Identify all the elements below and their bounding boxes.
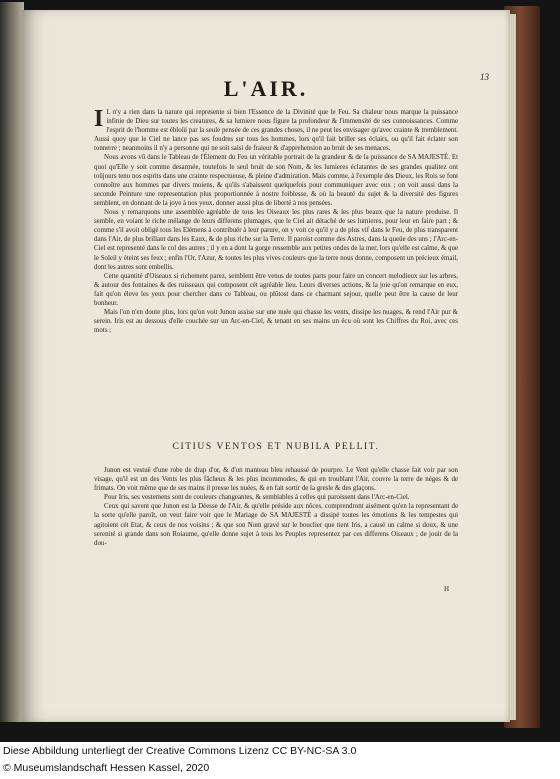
body-text-lower	[94, 466, 458, 548]
first-paragraph	[94, 108, 458, 153]
paragraph: Nous avons vû dans le Tableau de l'Élement du Feu un véritable portrait de la grandeur & de la puissance de SA MAJESTÉ. Et quoi qu'Elle y soit comme desarmée, toutefois le seul bruit de son Nom, & les lumieres éclatantes de ses grandes qualitez ont toûjours tenu nos esprits dans une crainte respectueuse, & pleine d'admiration. Mais comme, à l'exemple des Dieux, les Rois se font connoître aux hommes par divers moiens, & qu'ils s'abaissent quelquefois pour communiquer avec eux ; on voit aussi dans la seconde Peinture une representation plus proportionnée à nostre foiblesse, & où la beauté du sujet & la diversité des figures semblent, en donnant de la joye à nos yeux, donner aussi plus de liberté à nos pensées.	[94, 154, 458, 207]
paragraph: Mais l'on n'en doute plus, lors qu'on voit Junon assise sur une nuée qui chasse les vents, dissipe les nuages, & rend l'Air pur & serein. Iris est au dessous d'elle couchée sur un Arc-en-Ciel, & tenant en ses mains un écu où sont les Chiffres du Roi, avec ces mots ;	[94, 309, 458, 335]
body-text-upper	[94, 108, 458, 335]
facing-page-edge	[0, 2, 24, 722]
first-paragraph-text: L n'y a rien dans la nature qui represente si bien l'Essence de la Divinité que le Feu. Sa chaleur nous marque la puissance infinie de Dieu sur toutes les creatures, & sa lumiere nous figure la profondeur & l'immensité de ses connoissances. Comme l'esprit de l'homme est ébloüi par la seule pensée de ces grandes choses, il ne peut les envisager qu'avec crainte & tremblement. Aussi quoy que le Ciel ne lance pas ses foudres sur tous les hommes, lors qu'il fait briller ses éclairs, ou qu'il fait éclater son tonnerre ; neanmoins il n'y a personne qui ne soit saisi de fraieur & d'apprehension au bruit de ses menaces.	[94, 109, 458, 153]
paragraph: Ceux qui savent que Junon est la Déesse de l'Air, & qu'elle préside aux nôces, comprendront aisément qu'en la representant de la sorte qu'elle paroît, on veut faire voir que le Mariage de SA MAJESTÉ a dissipé toutes les émotions & les tempestes qui agitoient cét Etat, & ceux de nos voisins ; & que son Nom gravé sur le bouclier que tient Iris, a causé un calme si doux, & une serenité si grande dans son Roiaume, qu'elle donne sujet à tous les Peuples representez par ces differens Oiseaux ; de jouir de la dou-	[94, 503, 458, 547]
paragraph: Cette quantité d'Oiseaux si richement parez, semblent être venus de toutes parts pour faire un concert melodieux sur les arbres, & autour des fontaines & des ruisseaux qui composent cét agréable lieu. Leurs diverses actions, & la joie qu'on remarque en eux, fait qu'on éleve les yeux pour chercher dans ce Tableau, ou plûtost dans ce charmant sejour, quelle peut être la cause de leur bonheur.	[94, 272, 458, 307]
license-caption: Diese Abbildung unterliegt der Creative Commons Lizenz CC BY-NC-SA 3.0	[3, 745, 357, 757]
chapter-heading: L'AIR.	[223, 76, 309, 101]
book-page	[22, 10, 510, 722]
latin-motto: CITIUS VENTOS ET NUBILA PELLIT.	[172, 442, 380, 452]
paragraph: Nous y remarquons une assemblée agréable de tous les Oiseaux les plus rares & les plus beaux que la nature produise. Il semble, en voiant le riche mélange de leurs differens plumages, que le Ciel ait détaché de ses lumieres, pour leur en faire part ; & comme s'il avoit obligé tous les Elémens à contribuër à leur parure, on y voit ce qu'il y a de plus vif dans le Feu, de plus transparent dans l'Air, de plus brillant dans les Eaux, & de plus riche sur la Terre. Il paroist comme des Astres, dans la queüe des uns ; l'Arc-en-Ciel est representé dans le col des autres ; il y en a dont la gorge ressemble aux petites ondes de la mer, lors qu'elle est calme, & que le Soleil y éteint ses feux ; enfin l'Or, l'Azur, & toutes les plus vives couleurs que la terre nous donne, composent un précieux émail, dont les autres sont embellis.	[94, 209, 458, 271]
signature-mark: H	[444, 585, 450, 593]
copyright-caption: © Museumslandschaft Hessen Kassel, 2020	[3, 762, 210, 774]
paragraph: Pour Iris, ses vestemens sont de couleurs changeantes, & semblables à celles qui paroissent dans l'Arc-en-Ciel.	[104, 494, 410, 502]
drop-cap: I	[94, 106, 104, 132]
paragraph: Junon est vestuë d'une robe de drap d'or, & d'un manteau bleu rehaussé de pourpre. Le Vent qu'elle chasse fait voir par son visage, qu'il est un des Vents les plus fâcheux & les plus incommodes, & qui en troublant l'Air, couvre la terre de néges & de frimats. On voit même que de ses mains il presse les nuées, & en fait sortir de la gresle & des glaçons.	[94, 467, 458, 493]
page-number: 13	[480, 72, 489, 82]
